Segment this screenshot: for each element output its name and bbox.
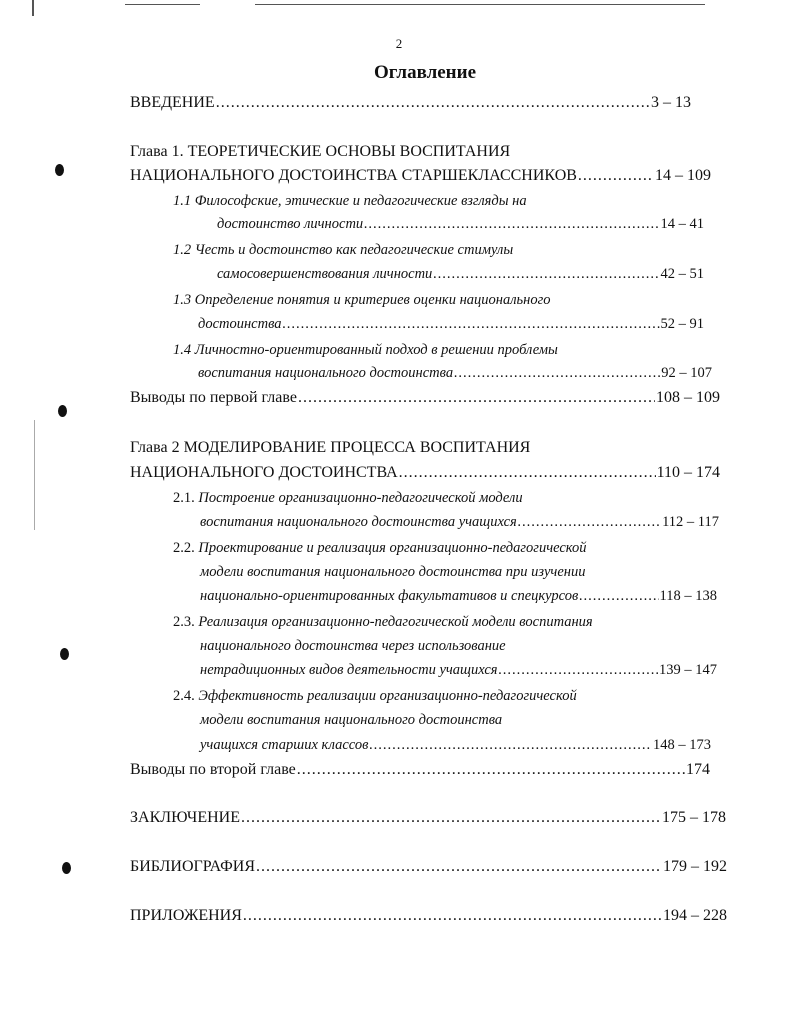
toc-entry-text: достоинство личности [217,216,364,232]
scan-border-top-left [32,0,34,16]
toc-section-number: 2.3. [173,614,195,630]
toc-section-2-2[interactable] [200,586,717,606]
toc-section-1-3-line1[interactable]: 1.3 Определение понятия и критериев оценки национального [173,292,551,308]
toc-entry-pages: 118 – 138 [659,588,717,604]
toc-entry-text: ПРИЛОЖЕНИЯ [130,907,242,924]
toc-chapter-2[interactable] [130,463,720,483]
toc-section-2-1-line1[interactable] [173,488,523,508]
toc-chapter-1[interactable] [130,166,711,186]
toc-section-2-2-line2[interactable]: модели воспитания национального достоинства при изучении [200,564,586,580]
toc-section-2-3-line2[interactable]: национального достоинства через использование [200,638,506,654]
punch-hole-3 [60,648,69,660]
toc-entry-conclusions-1[interactable] [130,388,720,408]
toc-section-1-3[interactable] [198,314,704,334]
toc-section-number: 2.2. [173,540,195,556]
scan-border-top-2 [255,4,705,5]
toc-section-2-3-line1[interactable] [173,612,593,632]
toc-entry-text: БИБЛИОГРАФИЯ [130,858,256,875]
toc-entry-appendix[interactable] [130,906,727,926]
toc-entry-conclusion[interactable] [130,808,726,828]
toc-chapter-2-line1[interactable]: Глава 2 МОДЕЛИРОВАНИЕ ПРОЦЕССА ВОСПИТАНИЯ [130,439,531,456]
toc-entry-text: ЗАКЛЮЧЕНИЕ [130,809,240,826]
toc-section-1-4[interactable] [198,363,712,383]
toc-entry-text: Реализация организационно-педагогической модели воспитания [198,614,593,630]
toc-section-2-4-line2[interactable]: модели воспитания национального достоинства [200,712,503,728]
toc-entry-text: ВВЕДЕНИЕ [130,94,215,111]
toc-entry-conclusions-2[interactable] [130,760,710,780]
toc-entry-text: самосовершенствования личности [217,266,433,282]
toc-entry-text: Построение организационно-педагогической модели [198,490,523,506]
toc-entry-pages: 174 [686,761,710,778]
toc-entry-pages: 52 – 91 [660,316,704,332]
punch-hole-1 [55,164,64,176]
toc-entry-text: Выводы по первой главе [130,389,297,406]
toc-entry-text: НАЦИОНАЛЬНОГО ДОСТОИНСТВА СТАРШЕКЛАССНИКОВ [130,167,577,184]
toc-entry-text: воспитания национального достоинства учащихся [200,514,517,530]
toc-entry-pages: 14 – 41 [660,216,704,232]
scan-margin-line [34,420,35,530]
toc-section-2-1[interactable] [200,512,719,532]
toc-entry-pages: 110 – 174 [656,464,720,481]
toc-entry-pages: 175 – 178 [662,809,726,826]
toc-entry-text: НАЦИОНАЛЬНОГО ДОСТОИНСТВА [130,464,398,481]
toc-section-number: 2.4. [173,688,195,704]
toc-entry-pages: 42 – 51 [660,266,704,282]
toc-entry-pages: 179 – 192 [663,858,727,875]
toc-section-1-1-line1[interactable]: 1.1 Философские, этические и педагогические взгляды на [173,193,527,209]
toc-section-1-2-line1[interactable]: 1.2 Честь и достоинство как педагогические стимулы [173,242,514,258]
toc-entry-pages: 139 – 147 [659,662,717,678]
toc-entry-intro[interactable] [130,93,691,113]
toc-entry-text: национально-ориентированных факультативов и спецкурсов [200,588,579,604]
toc-entry-pages: 194 – 228 [663,907,727,924]
toc-section-2-4[interactable] [200,735,711,755]
page-number: 2 [395,36,403,51]
toc-chapter-1-line1[interactable]: Глава 1. ТЕОРЕТИЧЕСКИЕ ОСНОВЫ ВОСПИТАНИЯ [130,143,511,160]
toc-entry-pages: 14 – 109 [655,167,711,184]
toc-section-1-4-line1[interactable]: 1.4 Личностно-ориентированный подход в решении проблемы [173,342,558,358]
toc-section-2-3[interactable] [200,660,717,680]
toc-entry-text: воспитания национального достоинства [198,365,454,381]
toc-entry-pages: 112 – 117 [662,514,719,530]
toc-entry-text: Эффективность реализации организационно-педагогической [198,688,577,704]
toc-entry-text: нетрадиционных видов деятельности учащихся [200,662,498,678]
toc-entry-text: достоинства [198,316,282,332]
toc-section-number: 2.1. [173,490,195,506]
toc-section-1-1[interactable] [217,214,704,234]
toc-section-2-4-line1[interactable] [173,686,577,706]
punch-hole-2 [58,405,67,417]
toc-entry-bibliography[interactable] [130,857,727,877]
toc-title: Оглавление [373,62,477,83]
toc-entry-pages: 148 – 173 [653,737,711,753]
toc-section-1-2[interactable] [217,264,704,284]
toc-entry-text: Выводы по второй главе [130,761,296,778]
toc-entry-pages: 92 – 107 [661,365,712,381]
toc-section-2-2-line1[interactable] [173,538,587,558]
scan-border-top-1 [125,4,200,5]
toc-entry-text: учащихся старших классов [200,737,369,753]
toc-entry-text: Проектирование и реализация организационно-педагогической [198,540,587,556]
toc-entry-pages: 3 – 13 [651,94,691,111]
toc-entry-pages: 108 – 109 [656,389,720,406]
punch-hole-4 [62,862,71,874]
